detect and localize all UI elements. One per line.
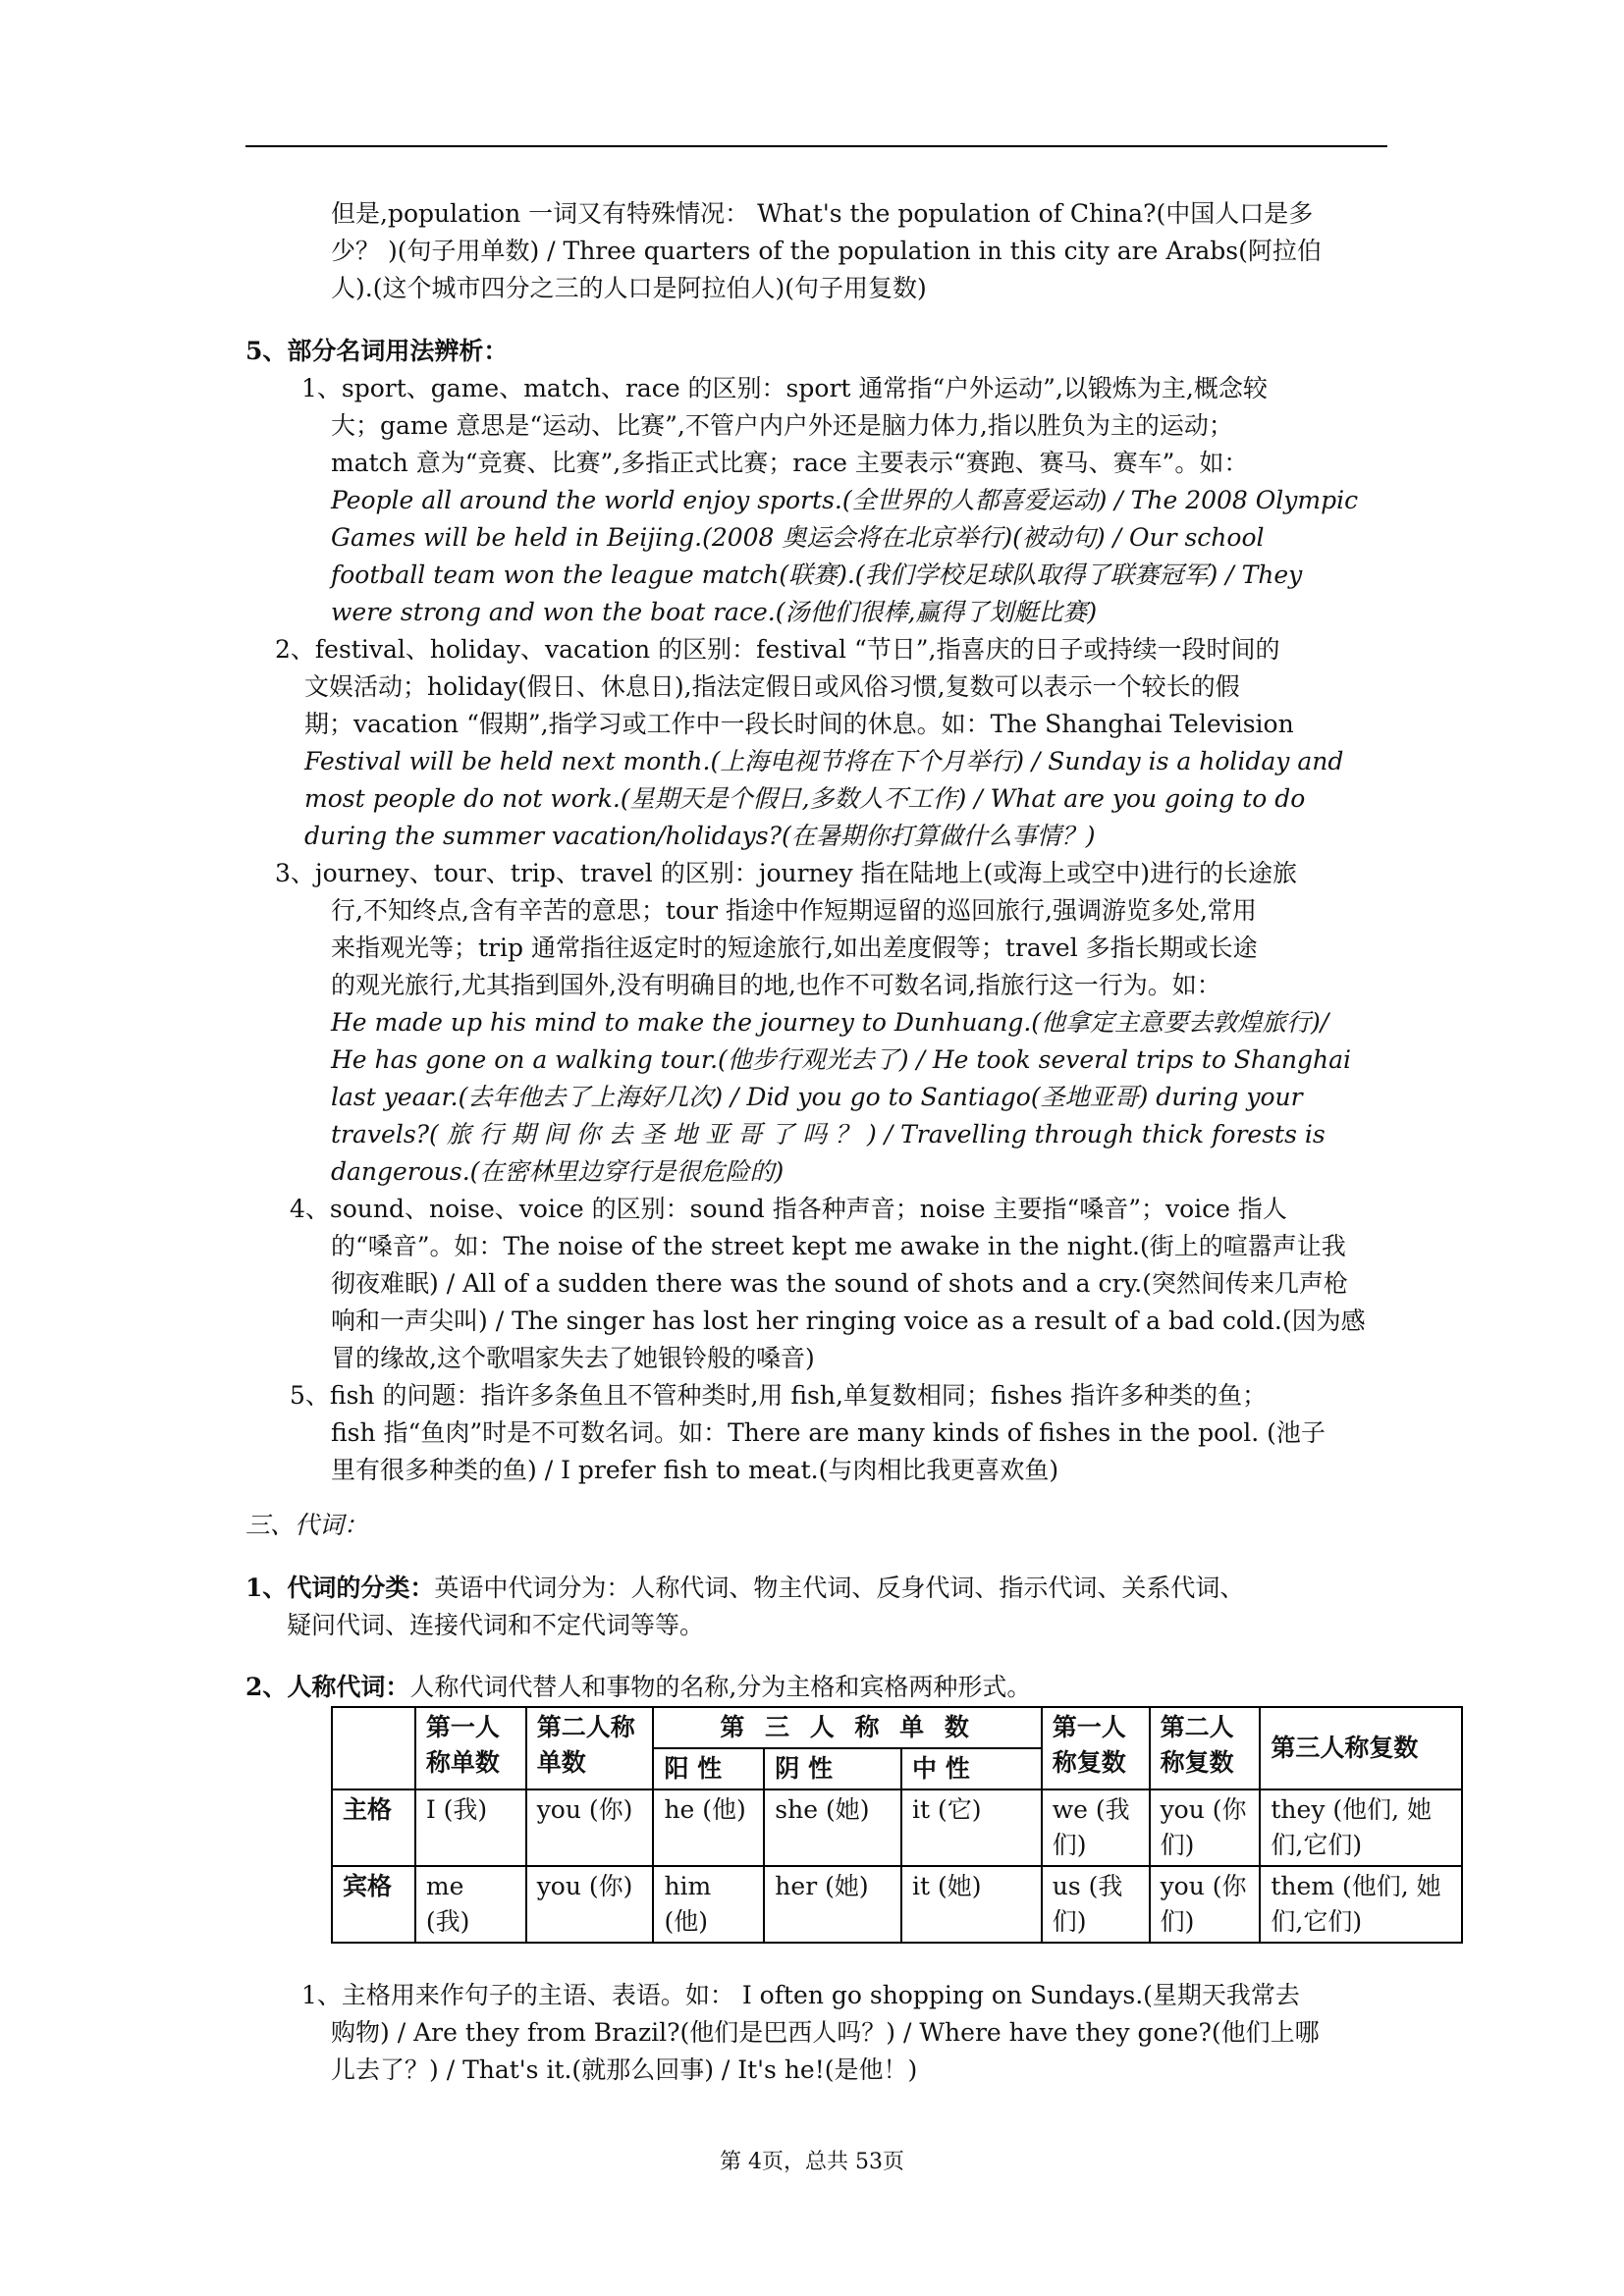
section-5-title: 5、部分名词用法辨析： — [245, 337, 509, 365]
text-line: most people do not work.(星期天是个假日,多数人不工作) / What are you going to do — [304, 784, 1306, 813]
text-line: 5、fish 的问题：指许多条鱼且不管种类时,用 fish,单复数相同；fishes 指许多种类的鱼； — [290, 1381, 1268, 1410]
table-cell: he (他) — [653, 1789, 764, 1866]
table-cell: you (你) — [526, 1866, 654, 1943]
text-line: 大；game 意思是“运动、比赛”,不管户内户外还是脑力体力,指以胜负为主的运动； — [331, 411, 1233, 440]
text-line: 1、sport、game、match、race 的区别：sport 通常指“户外运动”,以锻炼为主,概念较 — [301, 374, 1268, 402]
row-label: 宾格 — [332, 1866, 415, 1943]
pronoun-table — [331, 1706, 1463, 1944]
table-header-cell: 第一人称单数 — [415, 1707, 526, 1789]
table-cell: she (她) — [764, 1789, 901, 1866]
text-line: dangerous.(在密林里边穿行是很危险的) — [331, 1157, 785, 1186]
table-cell: it (它) — [901, 1789, 1042, 1866]
text-line: 1、主格用来作句子的主语、表语。如： I often go shopping on Sundays.(星期天我常去 — [301, 1981, 1300, 2009]
text-line: were strong and won the boat race.(汤他们很棒,赢得了划艇比赛) — [331, 598, 1098, 626]
header-rule — [245, 145, 1387, 147]
table-header-cell: 第 三 人 称 单 数 — [653, 1707, 1041, 1748]
personal-pronouns — [245, 1669, 1031, 1706]
item-festival-holiday — [275, 631, 1343, 855]
text-line: 响和一声尖叫) / The singer has lost her ringing voice as a result of a bad cold.(因为感 — [331, 1307, 1366, 1335]
table-cell: you (你们) — [1150, 1866, 1261, 1943]
text-line: People all around the world enjoy sports.(全世界的人都喜爱运动) / The 2008 Olympic — [331, 486, 1359, 514]
text-line: travels?( 旅 行 期 间 你 去 圣 地 亚 哥 了 吗 ？ ) / Travelling through thick forests is — [331, 1120, 1326, 1148]
text-line: 购物) / Are they from Brazil?(他们是巴西人吗？) / Where have they gone?(他们上哪 — [331, 2018, 1320, 2047]
page-footer: 第 4页，总共 53页 — [720, 2150, 904, 2174]
item-journey-tour — [275, 855, 1351, 1191]
text-line: fish 指“鱼肉”时是不可数名词。如：There are many kinds of fishes in the pool. (池子 — [331, 1418, 1326, 1447]
table-cell: you (你们) — [1150, 1789, 1261, 1866]
table-header-cell: 中 性 — [901, 1748, 1042, 1789]
item-fish — [290, 1377, 1326, 1489]
table-cell: they (他们, 她们,它们) — [1260, 1789, 1462, 1866]
text-line: 的“嗓音”。如：The noise of the street kept me awake in the night.(街上的喧嚣声让我 — [331, 1232, 1346, 1260]
text-line: 来指观光等；trip 通常指往返定时的短途旅行,如出差度假等；travel 多指长期或长途 — [331, 934, 1258, 962]
text-line: 英语中代词分为：人称代词、物主代词、反身代词、指示代词、关系代词、 — [434, 1574, 1245, 1602]
text-line: 彻夜难眠) / All of a sudden there was the sound of shots and a cry.(突然间传来几声枪 — [331, 1269, 1348, 1298]
text-line: during the summer vacation/holidays?(在暑期你打算做什么事情？) — [304, 822, 1096, 850]
item-sport-game — [301, 370, 1358, 631]
text-line: 但是,population 一词又有特殊情况： What's the population of China?(中国人口是多 — [331, 199, 1314, 228]
personal-pronouns-label: 2、人称代词： — [245, 1673, 410, 1701]
table-header-cell: 第一人称复数 — [1042, 1707, 1150, 1789]
table-cell: her (她) — [764, 1866, 901, 1943]
usage-subjective — [301, 1977, 1320, 2089]
text-line: match 意为“竞赛、比赛”,多指正式比赛；race 主要表示“赛跑、赛马、赛车”。如： — [331, 449, 1249, 477]
text-line: 里有很多种类的鱼) / I prefer fish to meat.(与肉相比我更喜欢鱼) — [331, 1456, 1059, 1484]
text-line: last yeaar.(去年他去了上海好几次) / Did you go to Santiago(圣地亚哥) during your — [331, 1083, 1303, 1111]
text-line: 2、festival、holiday、vacation 的区别：festival “节日”,指喜庆的日子或持续一段时间的 — [275, 635, 1280, 664]
text-line: He made up his mind to make the journey to Dunhuang.(他拿定主意要去敦煌旅行)/ — [331, 1008, 1329, 1037]
table-cell: you (你) — [526, 1789, 654, 1866]
table-cell: it (她) — [901, 1866, 1042, 1943]
item-sound-noise — [290, 1191, 1366, 1377]
text-line: Festival will be held next month.(上海电视节将在下个月举行) / Sunday is a holiday and — [304, 747, 1344, 775]
text-line: 疑问代词、连接代词和不定代词等等。 — [287, 1611, 705, 1639]
table-cell: them (他们, 她们,它们) — [1260, 1866, 1462, 1943]
text-line: 3、journey、tour、trip、travel 的区别：journey 指在陆地上(或海上或空中)进行的长途旅 — [275, 859, 1298, 887]
table-header-cell: 第三人称复数 — [1260, 1707, 1462, 1789]
table-row — [332, 1866, 1462, 1943]
text-line: 文娱活动；holiday(假日、休息日),指法定假日或风俗习惯,复数可以表示一个较长的假 — [304, 672, 1240, 701]
text-line: He has gone on a walking tour.(他步行观光去了) / He took several trips to Shanghai — [331, 1045, 1352, 1074]
text-line: 期；vacation “假期”,指学习或工作中一段长时间的休息。如：The Shanghai Television — [304, 710, 1294, 738]
para-population — [331, 195, 1322, 307]
row-label: 主格 — [332, 1789, 415, 1866]
table-header-row — [332, 1707, 1462, 1748]
table-header-cell: 第二人称复数 — [1150, 1707, 1261, 1789]
text-line: 少？ )(句子用单数) / Three quarters of the population in this city are Arabs(阿拉伯 — [331, 237, 1322, 265]
table-row — [332, 1789, 1462, 1866]
table-cell: we (我们) — [1042, 1789, 1150, 1866]
pronoun-classification-label: 1、代词的分类： — [245, 1574, 435, 1602]
table-header-cell: 阴 性 — [764, 1748, 901, 1789]
text-line: 人).(这个城市四分之三的人口是阿拉伯人)(句子用复数) — [331, 274, 927, 302]
table-cell: us (我们) — [1042, 1866, 1150, 1943]
text-line: 人称代词代替人和事物的名称,分为主格和宾格两种形式。 — [409, 1673, 1032, 1701]
table-cell: I (我) — [415, 1789, 526, 1866]
table-cell: him (他) — [653, 1866, 764, 1943]
pronoun-classification — [245, 1570, 1244, 1644]
text-line: 儿去了？) / That's it.(就那么回事) / It's he!(是他！) — [331, 2056, 918, 2084]
text-line: 的观光旅行,尤其指到国外,没有明确目的地,也作不可数名词,指旅行这一行为。如： — [331, 971, 1221, 999]
text-line: Games will be held in Beijing.(2008 奥运会将在北京举行)(被动句) / Our school — [331, 523, 1265, 552]
table-header-cell: 阳 性 — [653, 1748, 764, 1789]
text-line: 冒的缘故,这个歌唱家失去了她银铃般的嗓音) — [331, 1344, 815, 1372]
table-corner-cell — [332, 1707, 415, 1789]
table-cell: me (我) — [415, 1866, 526, 1943]
section-3-title: 三、代词： — [245, 1511, 369, 1539]
text-line: football team won the league match(联赛).(我们学校足球队取得了联赛冠军) / They — [331, 561, 1303, 589]
text-line: 行,不知终点,含有辛苦的意思；tour 指途中作短期逗留的巡回旅行,强调游览多处,常用 — [331, 896, 1257, 925]
text-line: 4、sound、noise、voice 的区别：sound 指各种声音；noise 主要指“嗓音”；voice 指人 — [290, 1195, 1287, 1223]
table-header-cell: 第二人称单数 — [526, 1707, 654, 1789]
